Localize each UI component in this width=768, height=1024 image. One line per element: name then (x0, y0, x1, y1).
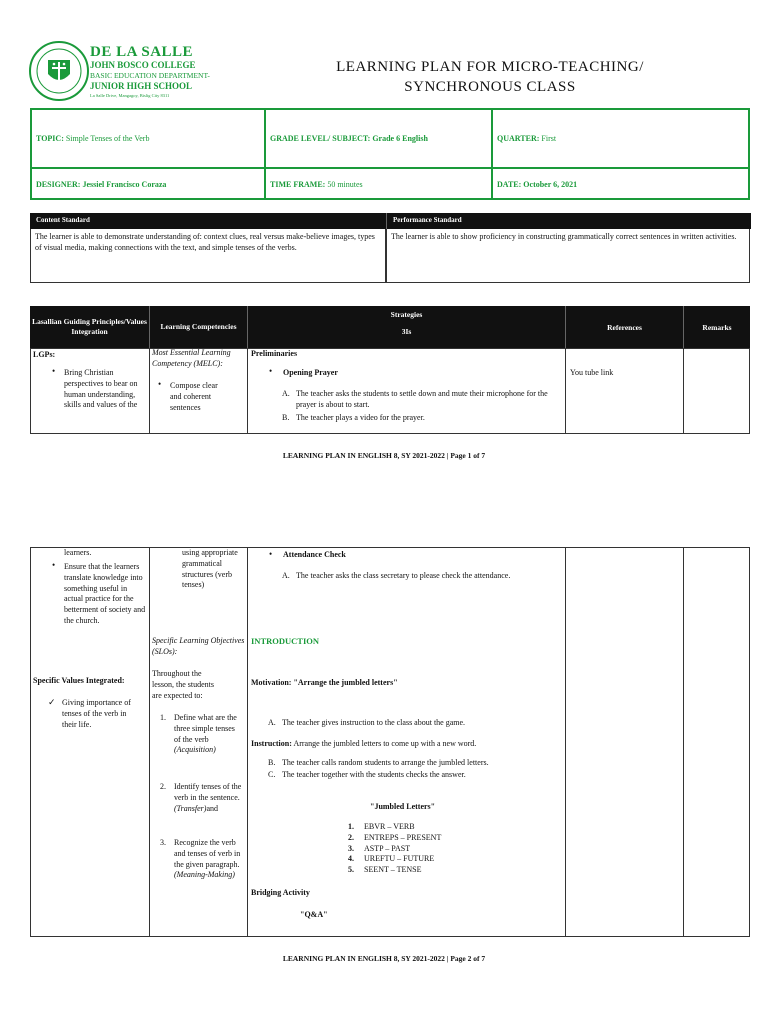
title-line-2: SYNCHRONOUS CLASS (404, 79, 576, 95)
topic-cell (36, 134, 149, 143)
header-references: References (565, 306, 683, 348)
lgp-bullet-text: Bring Christian perspectives to bear on human understanding, skills and values of the (64, 368, 138, 410)
info-divider (32, 167, 748, 169)
bullet-icon: • (269, 366, 273, 376)
grade-cell (270, 134, 428, 143)
content-standard-text: The learner is able to demonstrate understanding of: context clues, real versus make-believe images, types of visual media, making connections with the text, and simple tenses of the verbs. (30, 229, 386, 283)
document-title (300, 57, 680, 97)
designer-label: DESIGNER: (36, 180, 81, 189)
bullet-icon: • (158, 379, 162, 389)
reference-link[interactable]: You tube link (570, 368, 614, 377)
jumbled-title: "Jumbled Letters" (370, 802, 436, 811)
designer-cell (36, 180, 166, 189)
step-b-text: The teacher plays a video for the prayer. (296, 413, 425, 422)
time-cell (270, 180, 363, 189)
col-divider (149, 547, 150, 937)
school-logo (28, 40, 90, 102)
info-divider (264, 110, 266, 198)
slo-label: Specific Learning Objectives (SLOs): (152, 636, 245, 656)
motivation-c-marker: C. (268, 770, 276, 779)
jumbled-item: 1. EBVR – VERB (348, 822, 415, 831)
preliminaries-label: Preliminaries (251, 349, 298, 358)
motivation-a-marker: A. (268, 718, 276, 727)
col-divider (683, 547, 684, 937)
info-divider (491, 110, 493, 198)
content-standard-header: Content Standard (30, 213, 386, 229)
slo-number-3: 3. (160, 838, 166, 847)
instruction-line: Instruction: Arrange the jumbled letters to come up with a new word. (251, 739, 477, 748)
motivation-b-marker: B. (268, 758, 276, 767)
attendance-a-text: The teacher asks the class secretary to please check the attendance. (296, 571, 511, 580)
quarter-value: First (541, 134, 557, 143)
attendance-a-marker: A. (282, 571, 290, 580)
performance-standard-header: Performance Standard (386, 213, 751, 229)
jumbled-list (348, 822, 441, 876)
value-item: Giving importance of tenses of the verb in their life. (62, 698, 131, 729)
bullet-icon: • (52, 366, 56, 376)
col-divider (683, 348, 684, 434)
header-competencies: Learning Competencies (149, 306, 247, 348)
school-name: DE LA SALLE (90, 44, 194, 60)
introduction-heading: INTRODUCTION (251, 636, 320, 646)
col-divider (149, 348, 150, 434)
motivation-b-text: The teacher calls random students to arrange the jumbled letters. (282, 758, 489, 767)
bullet-icon: • (269, 549, 273, 559)
header-strategies (247, 306, 565, 348)
date-label: DATE: (497, 180, 522, 189)
school-college: JOHN BOSCO COLLEGE (90, 60, 196, 70)
motivation-c-text: The teacher together with the students checks the answer. (282, 770, 466, 779)
quarter-cell (497, 134, 556, 143)
header-remarks: Remarks (683, 306, 750, 348)
col-divider (565, 348, 566, 434)
motivation-a-text: The teacher gives instruction to the class about the game. (282, 718, 466, 727)
header-strategies-label: Strategies (390, 310, 423, 319)
bullet-icon: • (52, 560, 56, 570)
lgp-continued: learners. (64, 548, 92, 557)
grade-value: Grade 6 English (372, 134, 428, 143)
melc-bullet-text: Compose clear and coherent sentences (170, 381, 218, 412)
topic-value: Simple Tenses of the Verb (65, 134, 150, 143)
jumbled-item: 5. SEENT – TENSE (348, 865, 422, 875)
col-divider (247, 547, 248, 937)
school-address: La Salle Drive, Mangagoy, Bislig City 8311 (90, 93, 170, 98)
time-value: 50 minutes (327, 180, 363, 189)
slo-number-1: 1. (160, 713, 166, 722)
title-line-1: LEARNING PLAN FOR MICRO-TEACHING/ (336, 59, 644, 75)
col-divider (247, 348, 248, 434)
time-label: TIME FRAME: (270, 180, 326, 189)
date-cell (497, 180, 577, 189)
info-box (30, 108, 750, 200)
header-lgp: Lasallian Guiding Principles/Values Integration (32, 317, 147, 336)
jumbled-item: 4. UREFTU – FUTURE (348, 854, 435, 864)
jumbled-item: 2. ENTREPS – PRESENT (348, 832, 442, 842)
page2-footer: LEARNING PLAN IN ENGLISH 8, SY 2021-2022 | Page 2 of 7 (282, 954, 486, 963)
slo-item-1: Define what are the three simple tenses of the verb (Acquisition) (174, 713, 237, 755)
school-level: JUNIOR HIGH SCHOOL (90, 81, 193, 91)
slo-item-3: Recognize the verb and tenses of verb in the given paragraph. (Meaning-Making) (174, 838, 241, 880)
step-b-marker: B. (282, 413, 290, 422)
quarter-label: QUARTER: (497, 134, 540, 143)
page1-footer: LEARNING PLAN IN ENGLISH 8, SY 2021-2022 | Page 1 of 7 (282, 451, 486, 460)
melc-continued: using appropriate grammatical structures (verb tenses) (182, 548, 238, 590)
topic-label: TOPIC: (36, 134, 64, 143)
header-3is-label: 3Is (401, 327, 412, 336)
opening-prayer-label: Opening Prayer (283, 368, 338, 377)
school-department: BASIC EDUCATION DEPARTMENT- (90, 71, 210, 80)
bridging-activity-label: Bridging Activity (251, 888, 310, 897)
step-a-marker: A. (282, 389, 290, 398)
slo-intro: Throughout the lesson, the students are expected to: (152, 669, 214, 700)
date-value: October 6, 2021 (523, 180, 578, 189)
checkmark-icon: ✓ (48, 697, 56, 707)
designer-value: Jessiel Francisco Coraza (82, 180, 167, 189)
motivation-line: Motivation: "Arrange the jumbled letters" (251, 678, 398, 687)
values-label: Specific Values Integrated: (33, 676, 125, 685)
lgp-bullet-2: Ensure that the learners translate knowledge into something useful in actual practice for the betterment of society and the church. (64, 562, 146, 625)
grade-label: GRADE LEVEL/ SUBJECT: (270, 134, 371, 143)
lgps-label: LGPs: (33, 350, 56, 359)
step-a-text: The teacher asks the students to settle down and mute their microphone for the prayer is about to start. (296, 389, 548, 409)
jumbled-item: 3. ASTP – PAST (348, 843, 411, 853)
attendance-label: Attendance Check (283, 550, 346, 559)
melc-label: Most Essential Learning Competency (MELC): (152, 348, 231, 368)
slo-number-2: 2. (160, 782, 166, 791)
col-divider (565, 547, 566, 937)
performance-standard-text: The learner is able to show proficiency in constructing grammatically correct sentences in written activities. (386, 229, 750, 283)
qa-label: "Q&A" (300, 910, 328, 919)
slo-item-2: Identify tenses of the verb in the sentence. (Transfer)and (174, 782, 242, 813)
